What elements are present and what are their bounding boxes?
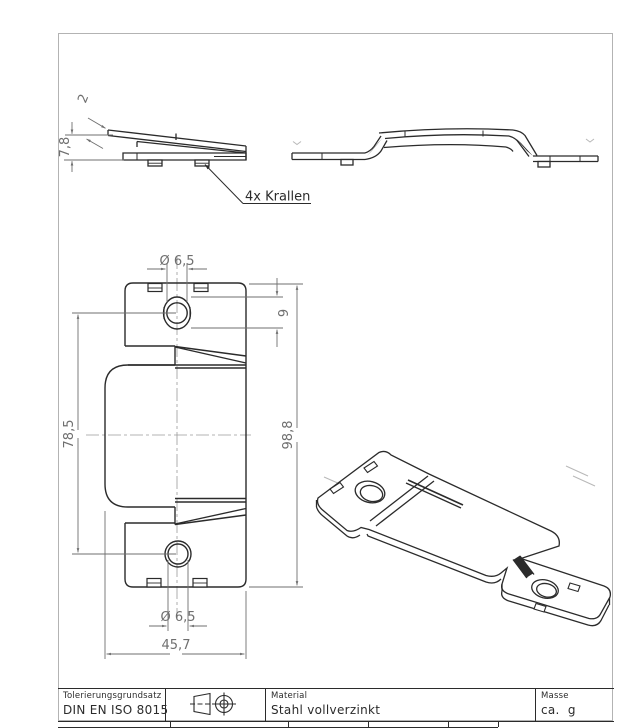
side-view xyxy=(108,130,246,166)
title-block-mass-cell xyxy=(535,689,614,721)
dim-edge-to-hole: 9 xyxy=(277,308,292,318)
side-view-claws xyxy=(148,160,209,166)
title-block-material-cell xyxy=(265,689,535,721)
dim-side-height: 7,8 xyxy=(58,136,73,158)
material-value: Stahl vollverzinkt xyxy=(271,703,381,717)
side-view-dimensions xyxy=(64,118,124,172)
title-block-tolerance-cell xyxy=(58,689,169,721)
dim-overall-height: 98,8 xyxy=(281,420,296,450)
tolerance-label: Tolerierungsgrundsatz xyxy=(63,691,162,701)
mass-value: ca. g xyxy=(541,703,576,717)
title-block-projection-cell xyxy=(165,689,265,721)
dim-side-thickness: 2 xyxy=(75,92,93,106)
isometric-view xyxy=(317,451,611,625)
krallen-note: 4x Krallen xyxy=(245,189,311,205)
front-view-centerlines xyxy=(86,256,251,620)
first-angle-projection-icon xyxy=(166,689,264,721)
material-label: Material xyxy=(271,691,308,701)
hat-view-claws xyxy=(341,160,550,168)
dim-hole-top: Ø 6,5 xyxy=(159,254,195,269)
dim-overall-width: 45,7 xyxy=(161,638,191,653)
hat-profile-view xyxy=(292,129,598,167)
dim-hole-bottom: Ø 6,5 xyxy=(160,610,196,625)
mass-label: Masse xyxy=(541,691,569,701)
tolerance-value: DIN EN ISO 8015 xyxy=(63,703,169,717)
title-block-next-row-divider xyxy=(498,722,499,727)
dim-hole-spacing: 78,5 xyxy=(62,419,77,449)
title-block xyxy=(58,688,614,722)
